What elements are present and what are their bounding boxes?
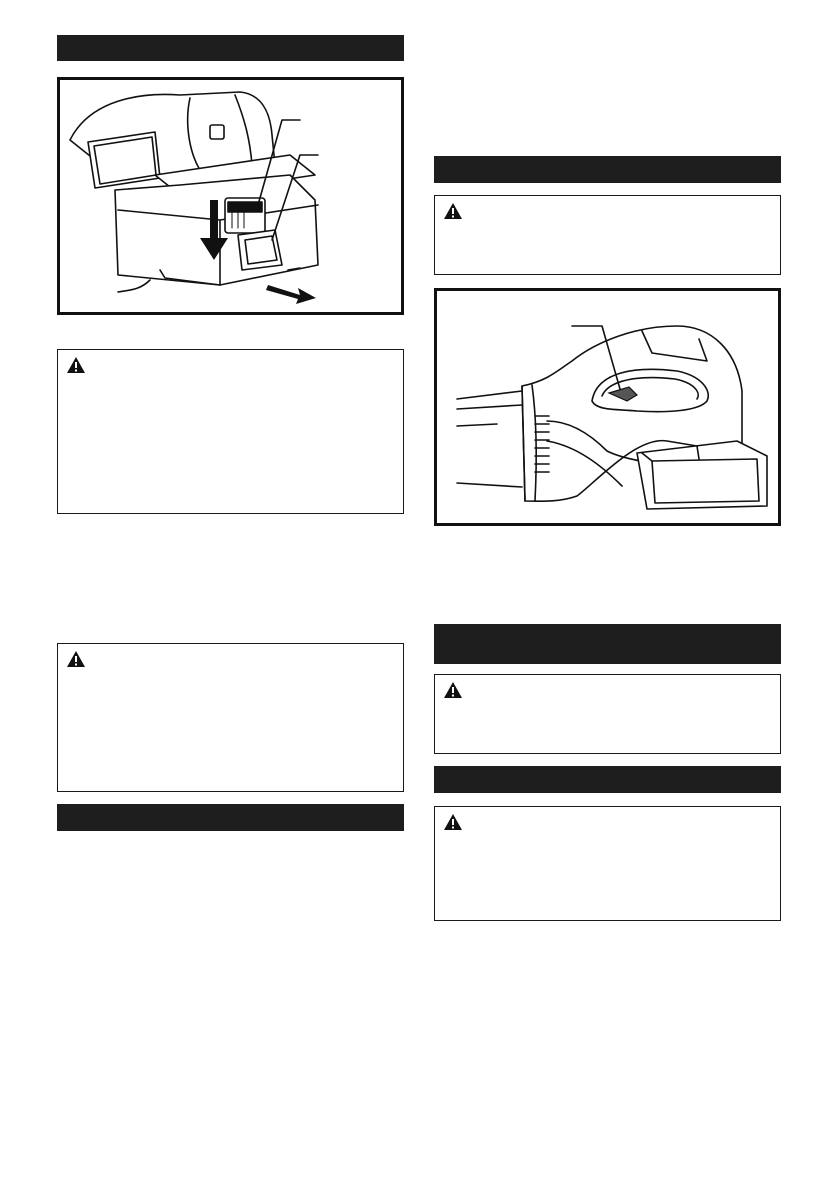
- caution-box-left-1: [57, 349, 404, 514]
- battery-removal-illustration: [60, 80, 401, 312]
- battery-removal-figure: [57, 77, 404, 315]
- section-header-bar-right-2: [434, 624, 781, 664]
- warning-triangle-icon: [66, 356, 86, 374]
- caution-box-left-2: [57, 643, 404, 792]
- section-header-bar-left-2: [57, 804, 404, 831]
- switch-location-figure: [434, 288, 781, 526]
- section-header-bar-left-1: [57, 35, 404, 61]
- caution-box-right-3: [434, 806, 781, 921]
- vacuum-switch-illustration: [437, 291, 778, 523]
- caution-box-right-2: [434, 674, 781, 754]
- warning-triangle-icon: [443, 813, 463, 831]
- section-header-bar-right-1: [434, 156, 781, 183]
- warning-triangle-icon: [443, 681, 463, 699]
- warning-triangle-icon: [66, 650, 86, 668]
- section-header-bar-right-3: [434, 766, 781, 793]
- warning-triangle-icon: [443, 202, 463, 220]
- caution-box-right-1: [434, 195, 781, 275]
